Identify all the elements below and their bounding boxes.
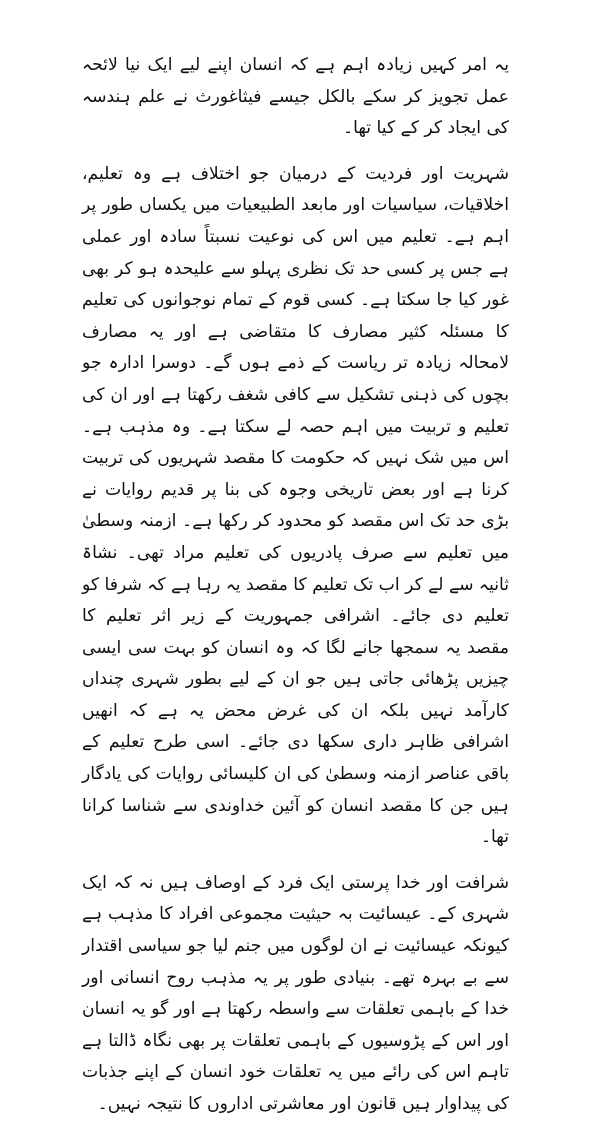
- paragraph-1: یہ امر کہیں زیادہ اہم ہے کہ انسان اپنے لیے ایک نیا لائحہ عمل تجویز کر سکے بالکل جیسے فیثاغورث نے علم ہندسہ کی ایجاد کر کے کیا تھا۔: [82, 55, 509, 139]
- paragraph-2: شہریت اور فردیت کے درمیان جو اختلاف ہے وہ تعلیم، اخلاقیات، سیاسیات اور مابعد الطبیعیات میں یکساں طور پر اہم ہے۔ تعلیم میں اس کی نوعیت نسبتاً سادہ اور عملی ہے جس پر کسی حد تک نظری پہلو سے علیحدہ ہو کر بھی غور کیا جا سکتا ہے۔ کسی قوم کے تمام نوجوانوں کی تعلیم کا مسئلہ کثیر مصارف کا متقاضی ہے اور یہ مصارف لامحالہ زیادہ تر ریاست کے ذمے ہوں گے۔ دوسرا ادارہ جو بچوں کی ذہنی تشکیل سے کافی شغف رکھتا ہے اور ان کی تعلیم و تربیت میں اہم حصہ لے سکتا ہے۔ وہ مذہب ہے۔ اس میں شک نہیں کہ حکومت کا مقصد شہریوں کی تربیت کرنا ہے اور بعض تاریخی وجوہ کی بنا پر قدیم روایات نے بڑی حد تک اس مقصد کو محدود کر رکھا ہے۔ ازمنہ وسطیٰ میں تعلیم سے صرف پادریوں کی تعلیم مراد تھی۔ نشاۃ ثانیہ سے لے کر اب تک تعلیم کا مقصد یہ رہا ہے کہ شرفا کو تعلیم دی جائے۔ اشرافی جمہوریت کے زیر اثر تعلیم کا مقصد یہ سمجھا جانے لگا کہ وہ انسان کو بہت سی ایسی چیزیں پڑھائی جاتی ہیں جو ان کے لیے بطور شہری چنداں کارآمد نہیں بلکہ ان کی غرض محض یہ ہے کہ انھیں اشرافی ظاہر داری سکھا دی جائے۔ اسی طرح تعلیم کے باقی عناصر ازمنہ وسطیٰ کی ان کلیسائی روایات کی یادگار ہیں جن کا مقصد انسان کو آئین خداوندی سے شناسا کرانا تھا۔: [81, 163, 509, 848]
- paragraph-3: شرافت اور خدا پرستی ایک فرد کے اوصاف ہیں نہ کہ ایک شہری کے۔ عیسائیت بہ حیثیت مجموعی افراد کا مذہب ہے کیونکہ عیسائیت نے ان لوگوں میں جنم لیا جو سیاسی اقتدار سے بے بہرہ تھے۔ بنیادی طور پر یہ مذہب روح انسانی اور خدا کے باہمی تعلقات سے واسطہ رکھتا ہے اور گو یہ انسان اور اس کے پڑوسیوں کے باہمی تعلقات پر بھی نگاہ ڈالتا ہے تاہم اس کی رائے میں یہ تعلقات خود انسان کے اپنے جذبات کی پیداوار ہیں قانون اور معاشرتی اداروں کا نتیجہ نہیں۔: [82, 872, 509, 1114]
